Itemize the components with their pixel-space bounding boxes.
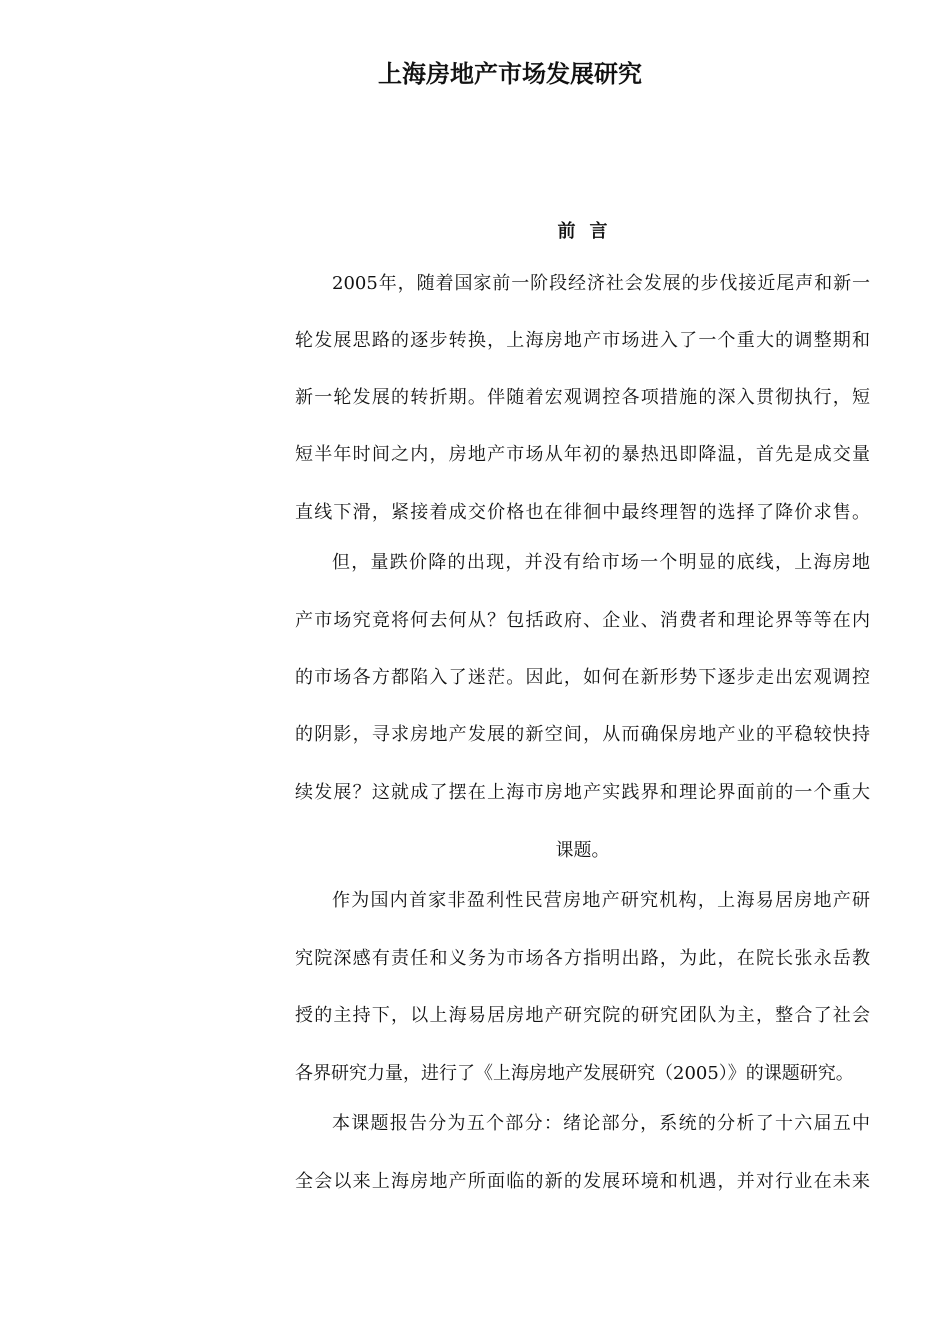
paragraph-line: 轮发展思路的逐步转换，上海房地产市场进入了一个重大的调整期和	[295, 330, 870, 351]
paragraph-line: 产市场究竟将何去何从？包括政府、企业、消费者和理论界等等在内	[295, 610, 870, 631]
paragraph-line: 2005年，随着国家前一阶段经济社会发展的步伐接近尾声和新一	[332, 273, 870, 294]
paragraph-line: 的市场各方都陷入了迷茫。因此，如何在新形势下逐步走出宏观调控	[295, 667, 870, 688]
section-heading-preface: 前言	[557, 221, 622, 242]
paragraph-line: 究院深感有责任和义务为市场各方指明出路，为此，在院长张永岳教	[295, 948, 870, 969]
paragraph-line: 全会以来上海房地产所面临的新的发展环境和机遇，并对行业在未来	[295, 1171, 870, 1192]
paragraph-line: 直线下滑，紧接着成交价格也在徘徊中最终理智的选择了降价求售。	[295, 502, 870, 523]
document-title: 上海房地产市场发展研究	[378, 59, 642, 88]
paragraph-line: 但，量跌价降的出现，并没有给市场一个明显的底线，上海房地	[332, 552, 870, 573]
paragraph-line: 新一轮发展的转折期。伴随着宏观调控各项措施的深入贯彻执行，短	[295, 387, 870, 408]
paragraph-line: 续发展？这就成了摆在上海市房地产实践界和理论界面前的一个重大	[295, 782, 870, 803]
paragraph-line: 本课题报告分为五个部分：绪论部分，系统的分析了十六届五中	[332, 1113, 870, 1134]
paragraph-line: 各界研究力量，进行了《上海房地产发展研究（2005）》的课题研究。	[295, 1063, 854, 1084]
paragraph-line: 授的主持下，以上海易居房地产研究院的研究团队为主，整合了社会	[295, 1005, 870, 1026]
paragraph-line: 课题。	[555, 840, 610, 861]
paragraph-line: 短半年时间之内，房地产市场从年初的暴热迅即降温，首先是成交量	[295, 444, 870, 465]
paragraph-line: 作为国内首家非盈利性民营房地产研究机构，上海易居房地产研	[332, 890, 870, 911]
paragraph-line: 的阴影，寻求房地产发展的新空间，从而确保房地产业的平稳较快持	[295, 724, 870, 745]
